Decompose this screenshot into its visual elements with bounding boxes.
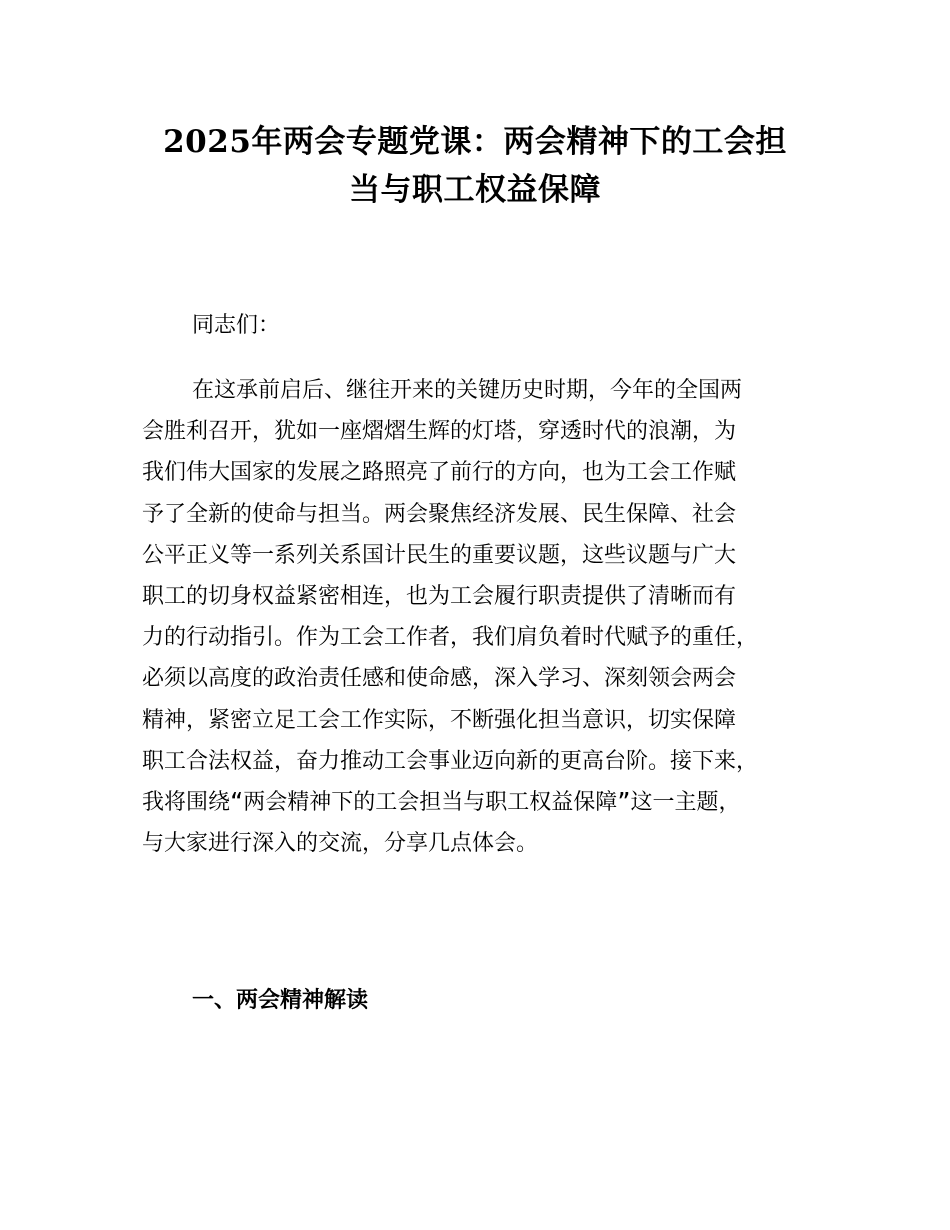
paragraph-line: 力的行动指引。作为工会工作者，我们肩负着时代赋予的重任， (142, 625, 759, 651)
paragraph-line: 职工的切身权益紧密相连，也为工会履行职责提供了清晰而有 (142, 584, 737, 610)
paragraph-line: 予了全新的使命与担当。两会聚焦经济发展、民生保障、社会 (142, 501, 737, 527)
paragraph-line: 在这承前启后、继往开来的关键历史时期，今年的全国两 (192, 378, 743, 403)
paragraph-line: 会胜利召开，犹如一座熠熠生辉的灯塔，穿透时代的浪潮，为 (142, 419, 737, 445)
title-line: 当与职工权益保障 (349, 172, 601, 208)
paragraph-line: 公平正义等一系列关系国计民生的重要议题，这些议题与广大 (142, 542, 737, 568)
paragraph-line: 我们伟大国家的发展之路照亮了前行的方向，也为工会工作赋 (142, 460, 737, 486)
paragraph-line: 必须以高度的政治责任感和使命感，深入学习、深刻领会两会 (142, 666, 737, 692)
paragraph-line: 职工合法权益，奋力推动工会事业迈向新的更高台阶。接下来， (142, 748, 759, 774)
paragraph-line: 与大家进行深入的交流，分享几点体会。 (142, 831, 539, 857)
body-paragraph (142, 370, 822, 864)
section-heading: 一、两会精神解读 (192, 988, 369, 1013)
title-line: 2025年两会专题党课：两会精神下的工会担 (163, 124, 787, 160)
paragraph-line: 我将围绕“两会精神下的工会担当与职工权益保障”这一主题， (142, 790, 741, 816)
paragraph-line: 精神，紧密立足工会工作实际，不断强化担当意识，切实保障 (142, 707, 737, 733)
salutation: 同志们： (192, 313, 281, 338)
document-title (130, 118, 820, 214)
